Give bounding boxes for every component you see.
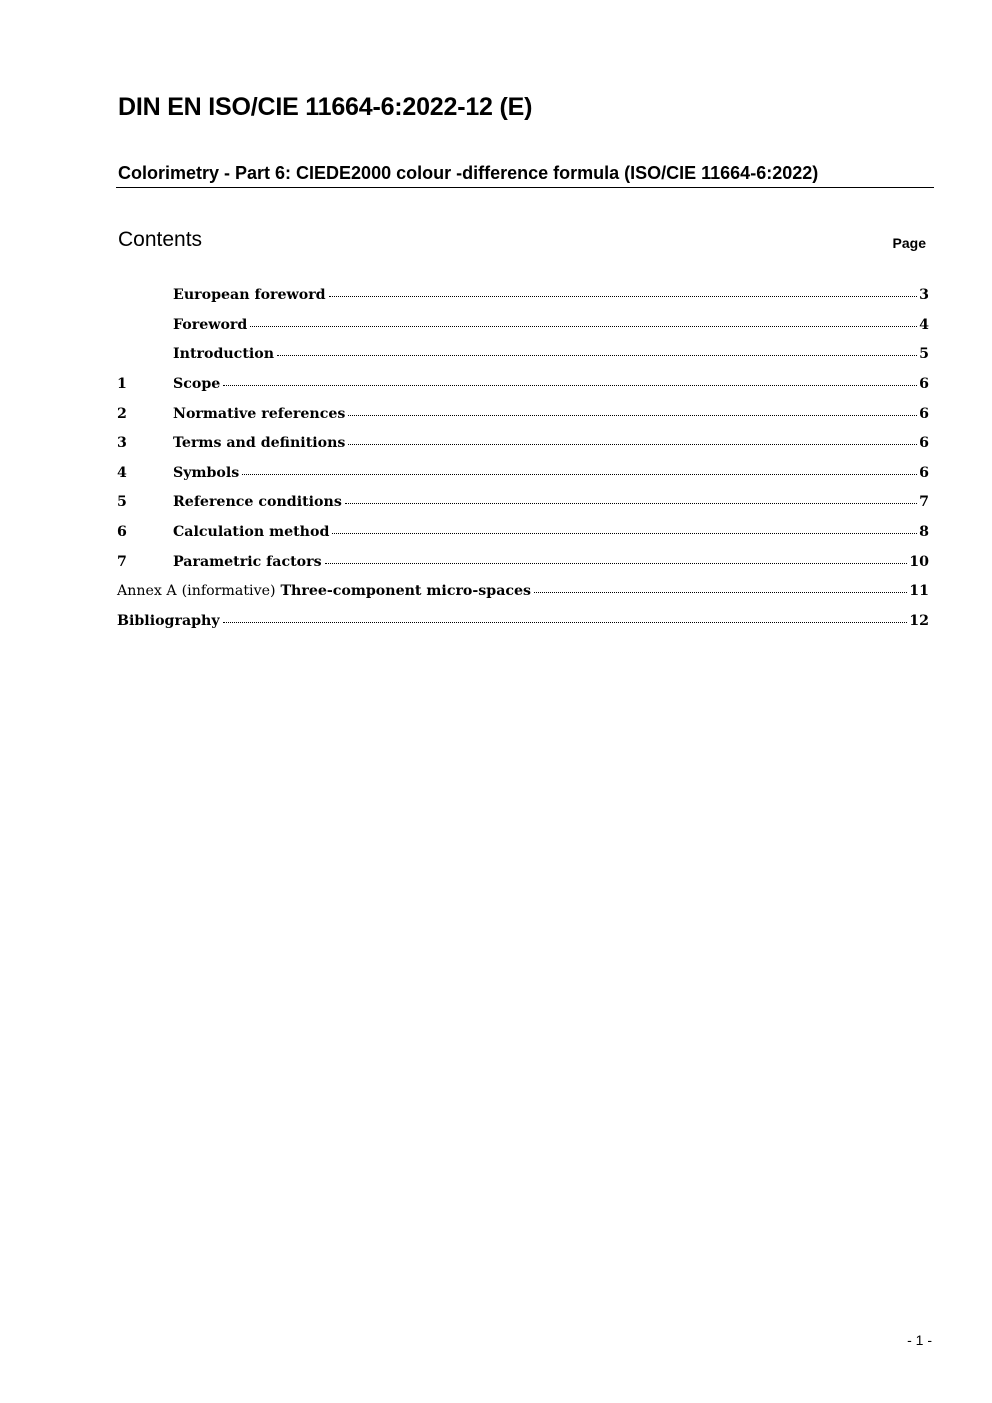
toc-entry-bibliography[interactable] [117, 613, 929, 643]
document-id-title: DIN EN ISO/CIE 11664-6:2022-12 (E) [118, 93, 533, 121]
toc-entry-page[interactable]: 6 [919, 375, 929, 392]
toc-entry-page[interactable]: 4 [919, 316, 929, 333]
toc-entry-number: 1 [117, 375, 127, 392]
toc-entry-title[interactable]: Introduction [173, 346, 275, 363]
toc-entry-title[interactable]: Foreword [173, 316, 248, 333]
toc-entry-terms-and-definitions[interactable] [117, 435, 929, 465]
toc-entry-title[interactable]: Parametric factors [173, 553, 322, 570]
toc-entry-title[interactable]: Terms and definitions [173, 435, 346, 452]
toc-entry-page[interactable]: 6 [919, 435, 929, 452]
toc-entry-page[interactable]: 10 [909, 553, 929, 570]
toc-dot-leader [534, 592, 907, 593]
toc-entry-number: 2 [117, 405, 127, 422]
toc-entry-normative-references[interactable] [117, 406, 929, 436]
toc-entry-page[interactable]: 8 [919, 524, 929, 541]
toc-entry-number: 6 [117, 524, 127, 541]
toc-entry-title[interactable]: Normative references [173, 405, 346, 422]
toc-entry-parametric-factors[interactable] [117, 554, 929, 584]
toc-dot-leader [348, 444, 917, 445]
toc-entry-title[interactable]: Bibliography [117, 613, 220, 630]
toc-dot-leader [223, 622, 908, 623]
toc-entry-scope[interactable] [117, 376, 929, 406]
document-subtitle-text: Colorimetry - Part 6: CIEDE2000 colour -difference formula (ISO/CIE 11664-6:2022) [118, 163, 819, 183]
toc-entry-foreword[interactable] [117, 317, 929, 347]
document-subtitle [116, 163, 934, 188]
toc-dot-leader [277, 355, 917, 356]
toc-entry-page[interactable]: 11 [909, 583, 929, 600]
table-of-contents [117, 287, 929, 643]
annex-qualifier: (informative) [181, 583, 276, 600]
toc-dot-leader [325, 563, 908, 564]
toc-entry-title[interactable]: European foreword [173, 287, 326, 303]
page-number: - 1 - [907, 1332, 932, 1348]
toc-entry-page[interactable]: 6 [919, 405, 929, 422]
toc-entry-page[interactable]: 6 [919, 464, 929, 481]
annex-label: Annex A [117, 583, 177, 600]
toc-entry-number: 4 [117, 464, 127, 481]
page-column-heading: Page [892, 235, 926, 251]
toc-dot-leader [332, 533, 917, 534]
toc-entry-page[interactable]: 3 [919, 287, 929, 303]
toc-entry-title[interactable]: Scope [173, 375, 221, 392]
toc-entry-title[interactable]: Reference conditions [173, 494, 342, 511]
toc-dot-leader [329, 296, 918, 297]
toc-entry-title[interactable]: Symbols [173, 464, 240, 481]
toc-entry-introduction[interactable] [117, 346, 929, 376]
toc-entry-reference-conditions[interactable] [117, 494, 929, 524]
toc-entry-european-foreword[interactable] [117, 287, 929, 317]
toc-entry-number: 7 [117, 553, 127, 570]
toc-entry-title[interactable]: Calculation method [173, 524, 330, 541]
toc-entry-number: 5 [117, 494, 127, 511]
toc-entry-title[interactable] [117, 583, 531, 599]
toc-entry-number: 3 [117, 435, 127, 452]
toc-dot-leader [345, 503, 917, 504]
toc-dot-leader [250, 326, 917, 327]
annex-title: Three-component micro-spaces [280, 583, 532, 600]
toc-dot-leader [348, 415, 917, 416]
toc-dot-leader [242, 474, 917, 475]
contents-heading: Contents [118, 228, 203, 251]
toc-dot-leader [223, 385, 917, 386]
toc-entry-calculation-method[interactable] [117, 524, 929, 554]
toc-entry-page[interactable]: 5 [919, 346, 929, 363]
toc-entry-page[interactable]: 12 [909, 613, 929, 630]
toc-entry-annex-a[interactable] [117, 583, 929, 613]
toc-entry-symbols[interactable] [117, 465, 929, 495]
toc-entry-page[interactable]: 7 [919, 494, 929, 511]
